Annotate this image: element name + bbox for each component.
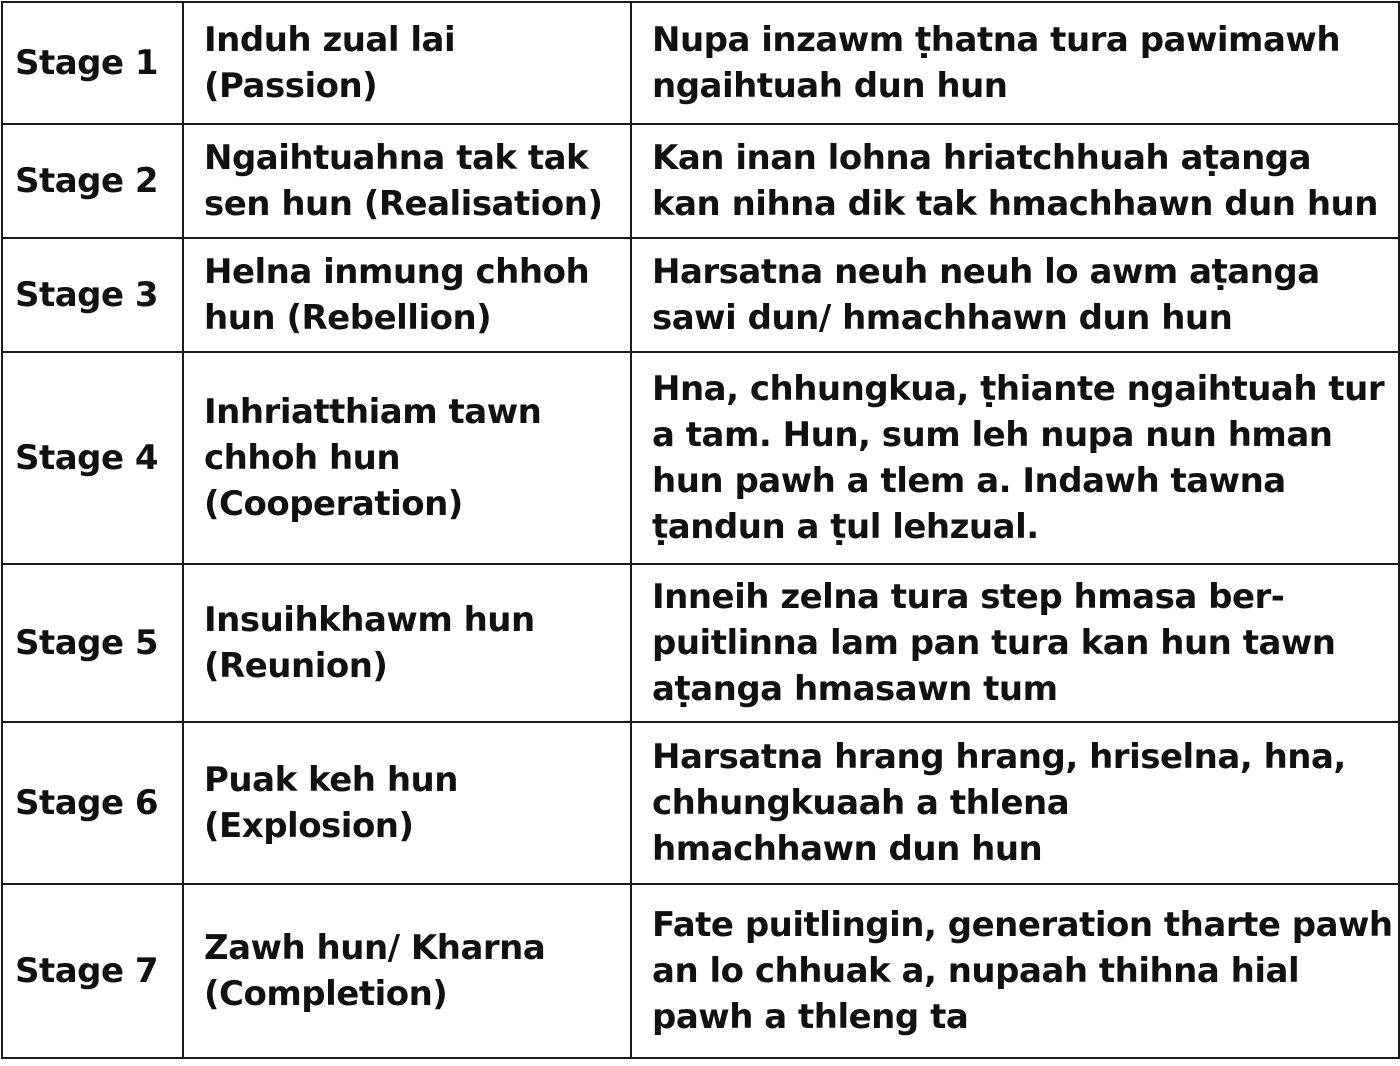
stage-label: Stage 2	[15, 161, 159, 201]
stage-label: Stage 6	[15, 783, 159, 823]
table-row	[2, 884, 1399, 1058]
stage-description: Kan inan lohna hriatchhuah aṭanga kan nihna dik tak hmachhawn dun hun	[652, 138, 1378, 224]
stage-label: Stage 4	[15, 438, 159, 478]
stage-name: Insuihkhawm hun (Reunion)	[204, 600, 535, 686]
stage-description: Harsatna hrang hrang, hriselna, hna, chhungkuaah a thlena hmachhawn dun hun	[652, 737, 1346, 869]
stage-cell	[2, 124, 183, 238]
stage-description-cell	[631, 124, 1399, 238]
stage-cell	[2, 2, 183, 124]
stage-description: Nupa inzawm ṭhatna tura pawimawh ngaihtuah dun hun	[652, 20, 1341, 106]
stage-description: Hna, chhungkua, ṭhiante ngaihtuah tur a tam. Hun, sum leh nupa nun hman hun pawh a tlem a. Indawh tawna ṭandun a ṭul lehzual.	[652, 369, 1385, 547]
stage-label: Stage 7	[15, 951, 159, 991]
table-row	[2, 564, 1399, 722]
stage-name-cell	[183, 884, 631, 1058]
stage-description-cell	[631, 722, 1399, 884]
stage-name: Zawh hun/ Kharna (Completion)	[204, 928, 546, 1014]
stage-description: Inneih zelna tura step hmasa ber- puitlinna lam pan tura kan hun tawn aṭanga hmasawn tum	[652, 577, 1336, 709]
stage-name-cell	[183, 722, 631, 884]
table-row	[2, 124, 1399, 238]
stage-description-cell	[631, 884, 1399, 1058]
stage-description-cell	[631, 564, 1399, 722]
stage-description: Fate puitlingin, generation tharte pawh an lo chhuak a, nupaah thihna hial pawh a thleng ta	[652, 905, 1393, 1037]
stage-description: Harsatna neuh neuh lo awm aṭanga sawi dun/ hmachhawn dun hun	[652, 252, 1320, 338]
stage-name-cell	[183, 238, 631, 352]
stage-description-cell	[631, 2, 1399, 124]
table-row	[2, 238, 1399, 352]
stage-name: Ngaihtuahna tak tak sen hun (Realisation)	[204, 138, 603, 224]
stage-description-cell	[631, 352, 1399, 564]
table-row	[2, 722, 1399, 884]
stage-description-cell	[631, 238, 1399, 352]
stage-name: Induh zual lai (Passion)	[204, 20, 456, 106]
stage-name-cell	[183, 2, 631, 124]
stage-cell	[2, 722, 183, 884]
stage-name-cell	[183, 124, 631, 238]
stage-name-cell	[183, 352, 631, 564]
table-row	[2, 352, 1399, 564]
stage-label: Stage 3	[15, 275, 159, 315]
stage-cell	[2, 238, 183, 352]
stage-name: Puak keh hun (Explosion)	[204, 760, 458, 846]
stage-name-cell	[183, 564, 631, 722]
stage-label: Stage 5	[15, 623, 159, 663]
stages-table	[1, 1, 1400, 1059]
table-row	[2, 2, 1399, 124]
stage-cell	[2, 352, 183, 564]
stage-name: Inhriatthiam tawn chhoh hun (Cooperation)	[204, 392, 542, 524]
stage-cell	[2, 884, 183, 1058]
stage-name: Helna inmung chhoh hun (Rebellion)	[204, 252, 590, 338]
stage-label: Stage 1	[15, 43, 159, 83]
stage-cell	[2, 564, 183, 722]
